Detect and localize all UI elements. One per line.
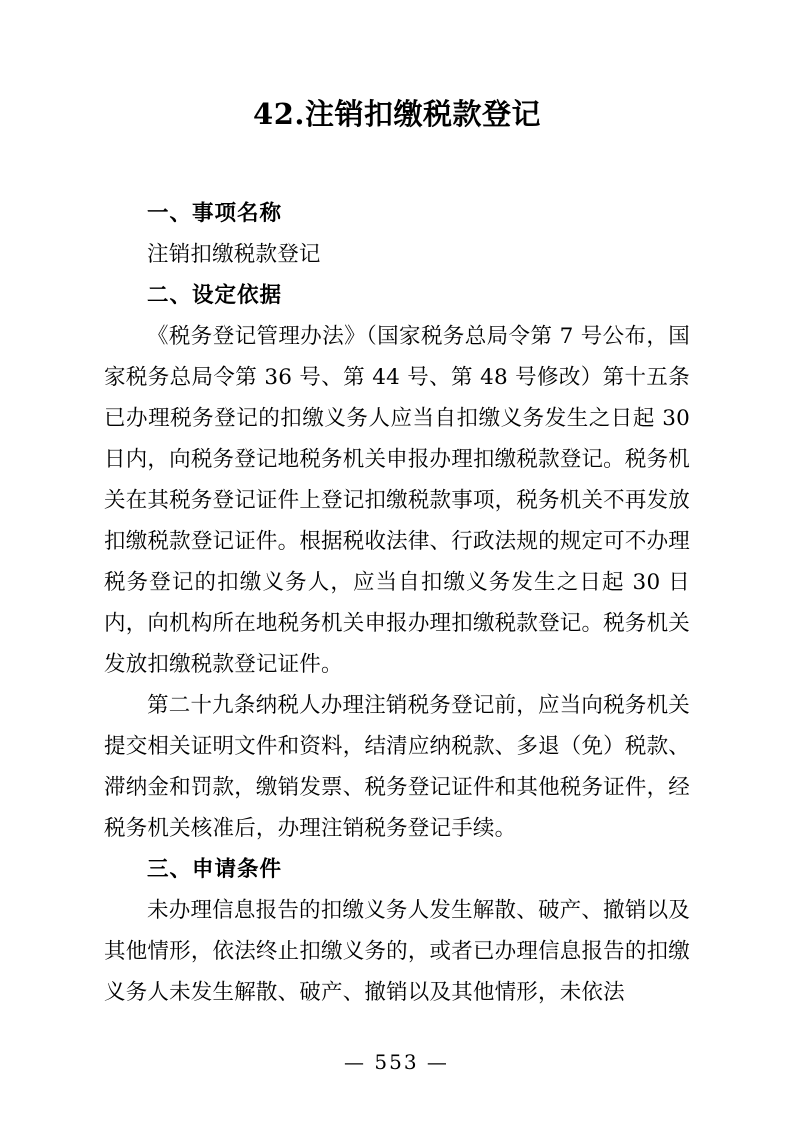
page-number: — 553 — bbox=[344, 1050, 449, 1074]
document-body bbox=[104, 193, 690, 1013]
section-2-paragraph-1: 《税务登记管理办法》（国家税务总局令第 7 号公布，国家税务总局令第 36 号、第 44 号、第 48 号修改）第十五条已办理税务登记的扣缴义务人应当自扣缴义务发生之日起 30 日内，向税务登记地税务机关申报办理扣缴税款登记。税务机关在其税务登记证件上登记扣缴税款事项，税务机关不再发放扣缴税款登记证件。根据税收法律、行政法规的规定可不办理税务登记的扣缴义务人，应当自扣缴义务发生之日起 30 日内，向机构所在地税务机关申报办理扣缴税款登记。税务机关发放扣缴税款登记证件。 bbox=[104, 324, 690, 677]
section-heading-1: 一、事项名称 bbox=[147, 201, 283, 226]
page-content bbox=[104, 0, 690, 1013]
section-3-paragraph-1: 未办理信息报告的扣缴义务人发生解散、破产、撤销以及其他情形，依法终止扣缴义务的，或者已办理信息报告的扣缴义务人未发生解散、破产、撤销以及其他情形，未依法 bbox=[104, 898, 690, 1005]
section-heading-3: 三、申请条件 bbox=[147, 857, 283, 882]
section-1-paragraph-1: 注销扣缴税款登记 bbox=[147, 242, 321, 267]
page-title: 42.注销扣缴税款登记 bbox=[253, 97, 541, 131]
section-2-paragraph-2: 第二十九条纳税人办理注销税务登记前，应当向税务机关提交相关证明文件和资料，结清应纳税款、多退（免）税款、滞纳金和罚款，缴销发票、税务登记证件和其他税务证件，经税务机关核准后，办理注销税务登记手续。 bbox=[104, 693, 690, 841]
section-heading-2: 二、设定依据 bbox=[147, 283, 283, 308]
